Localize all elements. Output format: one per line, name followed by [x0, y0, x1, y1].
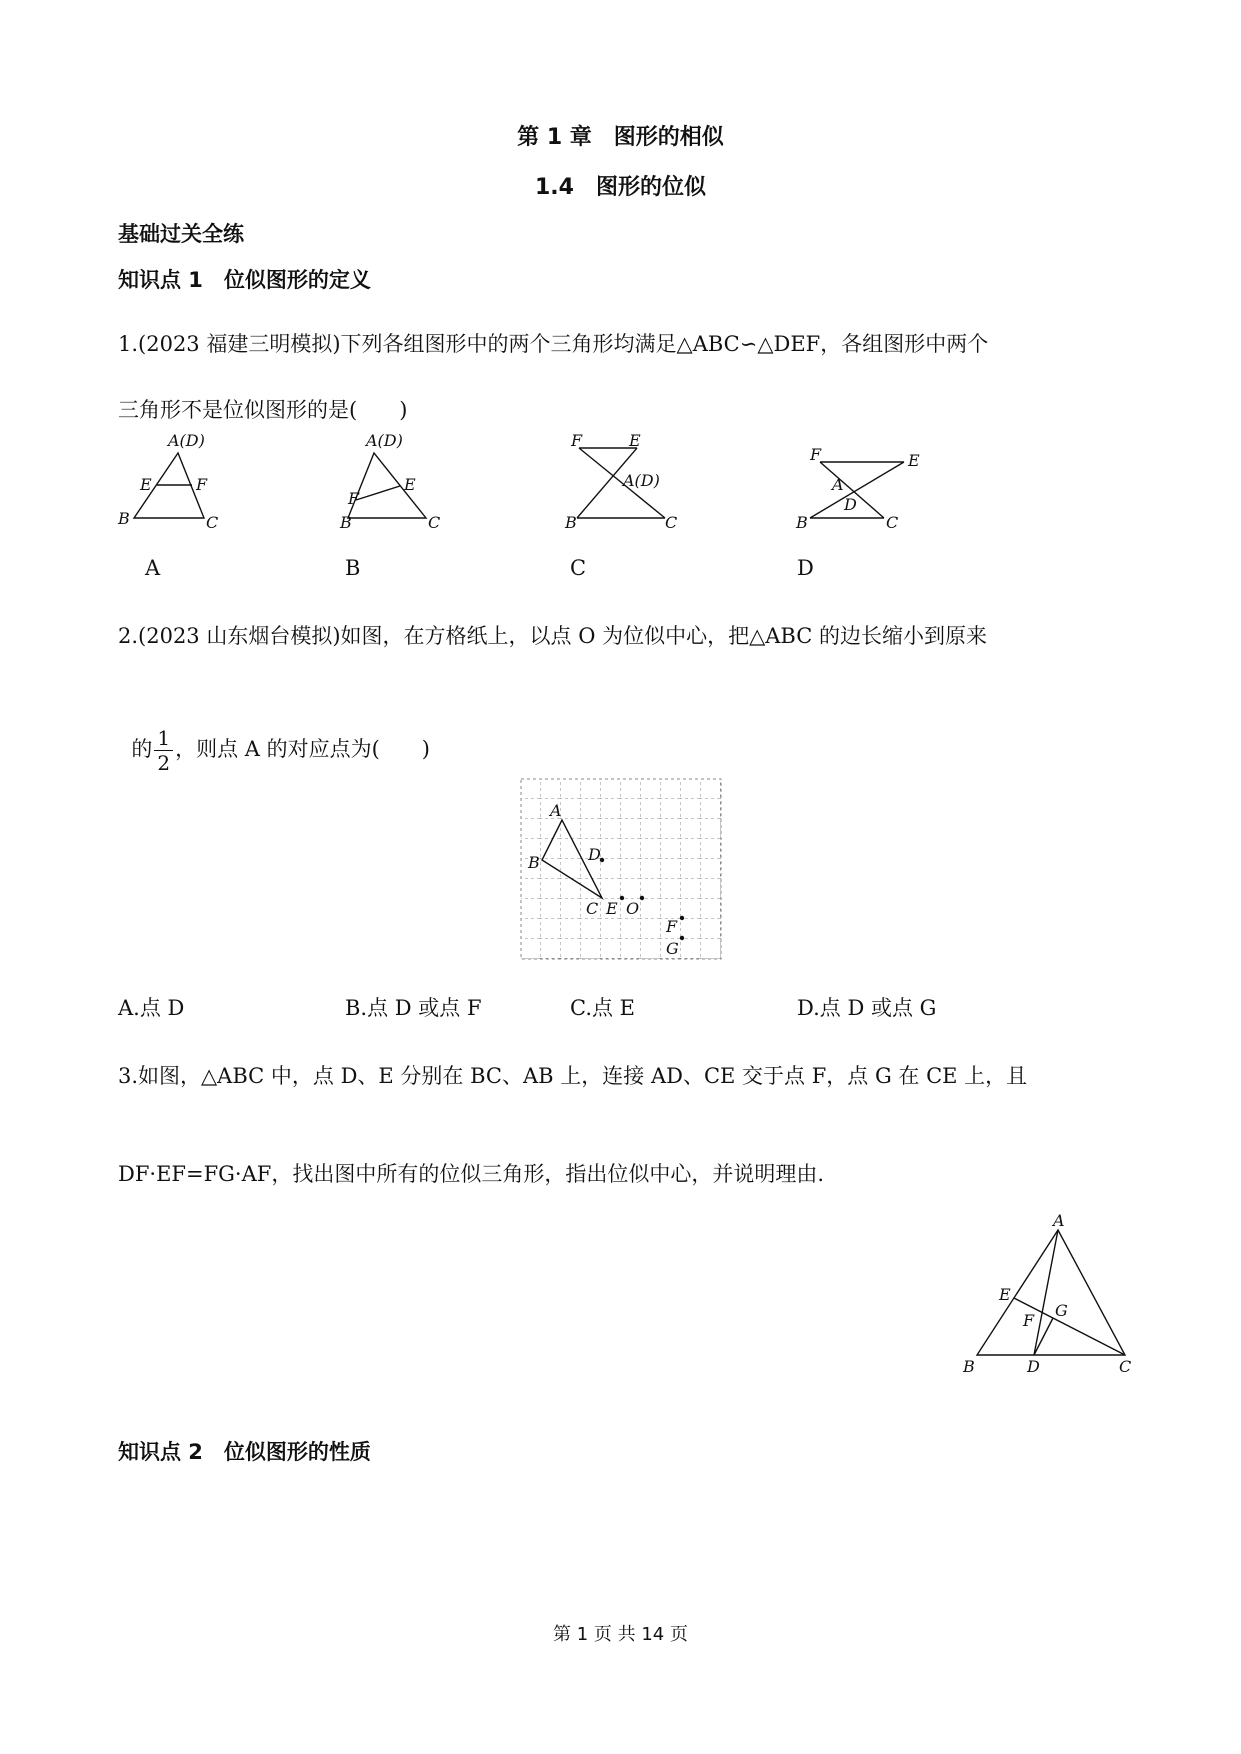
label: A [832, 475, 844, 494]
knowledge-point-2-title: 知识点 2 位似图形的性质 [118, 1440, 371, 1464]
q3-line1: 3.如图，△ABC 中，点 D、E 分别在 BC、AB 上，连接 AD、CE 交于点 F，点 G 在 CE 上，且 [118, 1064, 1028, 1088]
q3-triangle-figure [955, 1212, 1155, 1382]
knowledge-point-1-title: 知识点 1 位似图形的定义 [118, 268, 371, 292]
label: B [963, 1357, 975, 1376]
q1-option-a: A [145, 556, 161, 580]
q1-option-d: D [797, 556, 814, 580]
label: C [665, 513, 678, 532]
q1-figure-b [330, 428, 470, 538]
label: A [1053, 1212, 1065, 1230]
q2-line2: 的 $\frac{1}{2}$ ，则点 A 的对应点为( ) [131, 726, 430, 775]
label: F [1023, 1311, 1035, 1330]
q3-line2: DF·EF=FG·AF，找出图中所有的位似三角形，指出位似中心，并说明理由. [118, 1162, 825, 1186]
page-footer: 第 1 页 共 14 页 [553, 1624, 688, 1645]
label: G [666, 939, 679, 958]
label: E [908, 451, 920, 470]
label: B [528, 853, 540, 872]
label: E [140, 475, 152, 494]
label: D [588, 845, 601, 864]
label: A [550, 801, 562, 820]
q2-choice-c: C.点 E [570, 996, 635, 1020]
q1-line2: 三角形不是位似图形的是( ) [118, 398, 408, 422]
q2-choice-a: A.点 D [118, 996, 185, 1020]
label: A(D) [366, 431, 403, 450]
label: F [810, 445, 822, 464]
label: F [666, 917, 678, 936]
label: B [565, 513, 577, 532]
label: A(D) [168, 431, 205, 450]
label: E [606, 899, 618, 918]
label: C [886, 513, 899, 532]
label: C [1119, 1357, 1132, 1376]
q1-line1: 1.(2023 福建三明模拟)下列各组图形中的两个三角形均满足△ABC∽△DEF，各组图形中两个 [118, 332, 989, 356]
label: E [404, 475, 416, 494]
chapter-title: 第 1 章 图形的相似 [517, 125, 724, 150]
label: A(D) [623, 471, 660, 490]
label: D [1027, 1357, 1040, 1376]
label: O [626, 899, 640, 918]
q1-option-b: B [345, 556, 361, 580]
q2-choice-b: B.点 D 或点 F [345, 996, 482, 1020]
label: C [206, 513, 219, 532]
fraction-one-half: $\frac{1}{2}$ [154, 728, 173, 773]
label: B [796, 513, 808, 532]
q1-figure-a [108, 428, 248, 538]
label: E [629, 431, 641, 450]
label: B [340, 513, 352, 532]
q2-choice-d: D.点 D 或点 G [797, 996, 937, 1020]
block-title: 基础过关全练 [118, 222, 244, 246]
q1-figure-c [555, 428, 695, 538]
q2-grid-figure [520, 778, 722, 962]
label: D [844, 495, 857, 514]
q1-figure-d [780, 428, 940, 538]
label: G [1055, 1301, 1068, 1320]
label: E [999, 1285, 1011, 1304]
q1-option-c: C [570, 556, 587, 580]
label: B [118, 509, 130, 528]
label: F [348, 489, 360, 508]
label: C [428, 513, 441, 532]
label: C [586, 899, 599, 918]
section-title: 1.4 图形的位似 [535, 175, 706, 200]
label: F [571, 431, 583, 450]
label: F [196, 475, 208, 494]
q2-line1: 2.(2023 山东烟台模拟)如图，在方格纸上，以点 O 为位似中心，把△ABC 的边长缩小到原来 [118, 624, 987, 648]
